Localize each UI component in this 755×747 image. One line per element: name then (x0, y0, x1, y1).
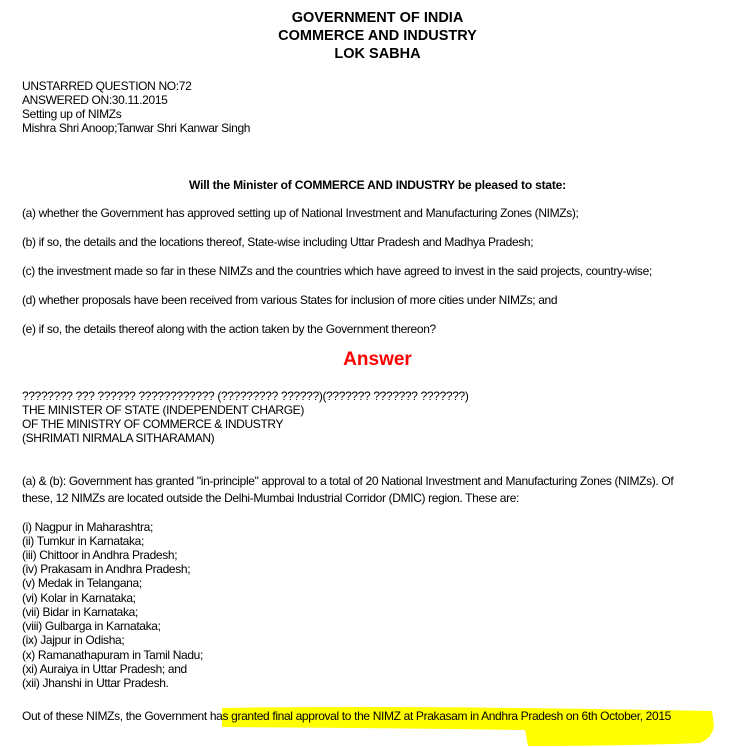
header-line: GOVERNMENT OF INDIA (291, 10, 464, 26)
answer-paragraph: (a) & (b): Government has granted "in-principle" approval to a total of 20 National Investment and Manufacturing Zones (NIMZs). Of (22, 474, 674, 488)
question-item: (a) whether the Government has approved setting up of National Investment and Manufacturing Zones (NIMZs); (22, 206, 579, 220)
list-item: (x) Ramanathapuram in Tamil Nadu; (22, 648, 203, 662)
list-item: (i) Nagpur in Maharashtra; (22, 520, 153, 534)
question-item: (d) whether proposals have been received from various States for inclusion of more cities under NIMZs; and (22, 293, 558, 307)
list-item: (vi) Kolar in Karnataka; (22, 591, 136, 605)
question-item: (b) if so, the details and the locations thereof, State-wise including Uttar Pradesh and Madhya Pradesh; (22, 235, 534, 249)
answered-date: ANSWERED ON:30.11.2015 (22, 93, 168, 107)
final-approval-sentence (22, 709, 671, 723)
answer-heading: Answer (343, 349, 412, 370)
question-item: (e) if so, the details thereof along with the action taken by the Government thereon? (22, 322, 436, 336)
question-intro: Will the Minister of COMMERCE AND INDUSTRY be pleased to state: (189, 178, 566, 192)
list-item: (iv) Prakasam in Andhra Pradesh; (22, 562, 191, 576)
final-text: Out of these NIMZs, the Government h (22, 709, 217, 723)
list-item: (iii) Chittoor in Andhra Pradesh; (22, 548, 178, 562)
list-item: (ix) Jajpur in Odisha; (22, 633, 125, 647)
members: Mishra Shri Anoop;Tanwar Shri Kanwar Singh (22, 121, 251, 135)
answer-paragraph: these, 12 NIMZs are located outside the Delhi-Mumbai Industrial Corridor (DMIC) region. These are: (22, 491, 520, 505)
subject: Setting up of NIMZs (22, 107, 122, 121)
list-item: (xi) Auraiya in Uttar Pradesh; and (22, 662, 187, 676)
minister-line: (SHRIMATI NIRMALA SITHARAMAN) (22, 431, 215, 445)
header-line: LOK SABHA (334, 46, 421, 62)
highlighted-text: as granted final approval to the NIMZ at Prakasam in Andhra Pradesh on 6th October, 2015 (216, 709, 671, 723)
question-item: (c) the investment made so far in these NIMZs and the countries which have agreed to invest in the said projects, country-wise; (22, 264, 652, 278)
list-item: (viii) Gulbarga in Karnataka; (22, 619, 161, 633)
list-item: (xii) Jhanshi in Uttar Pradesh. (22, 676, 169, 690)
list-item: (v) Medak in Telangana; (22, 576, 142, 590)
list-item: (vii) Bidar in Karnataka; (22, 605, 138, 619)
minister-line: ???????? ??? ?????? ???????????? (????????? ??????)(??????? ??????? ???????) (22, 389, 469, 403)
minister-line: OF THE MINISTRY OF COMMERCE & INDUSTRY (22, 417, 284, 431)
list-item: (ii) Tumkur in Karnataka; (22, 534, 144, 548)
question-number: UNSTARRED QUESTION NO:72 (22, 79, 192, 93)
minister-line: THE MINISTER OF STATE (INDEPENDENT CHARGE) (22, 403, 304, 417)
header-line: COMMERCE AND INDUSTRY (278, 28, 477, 44)
